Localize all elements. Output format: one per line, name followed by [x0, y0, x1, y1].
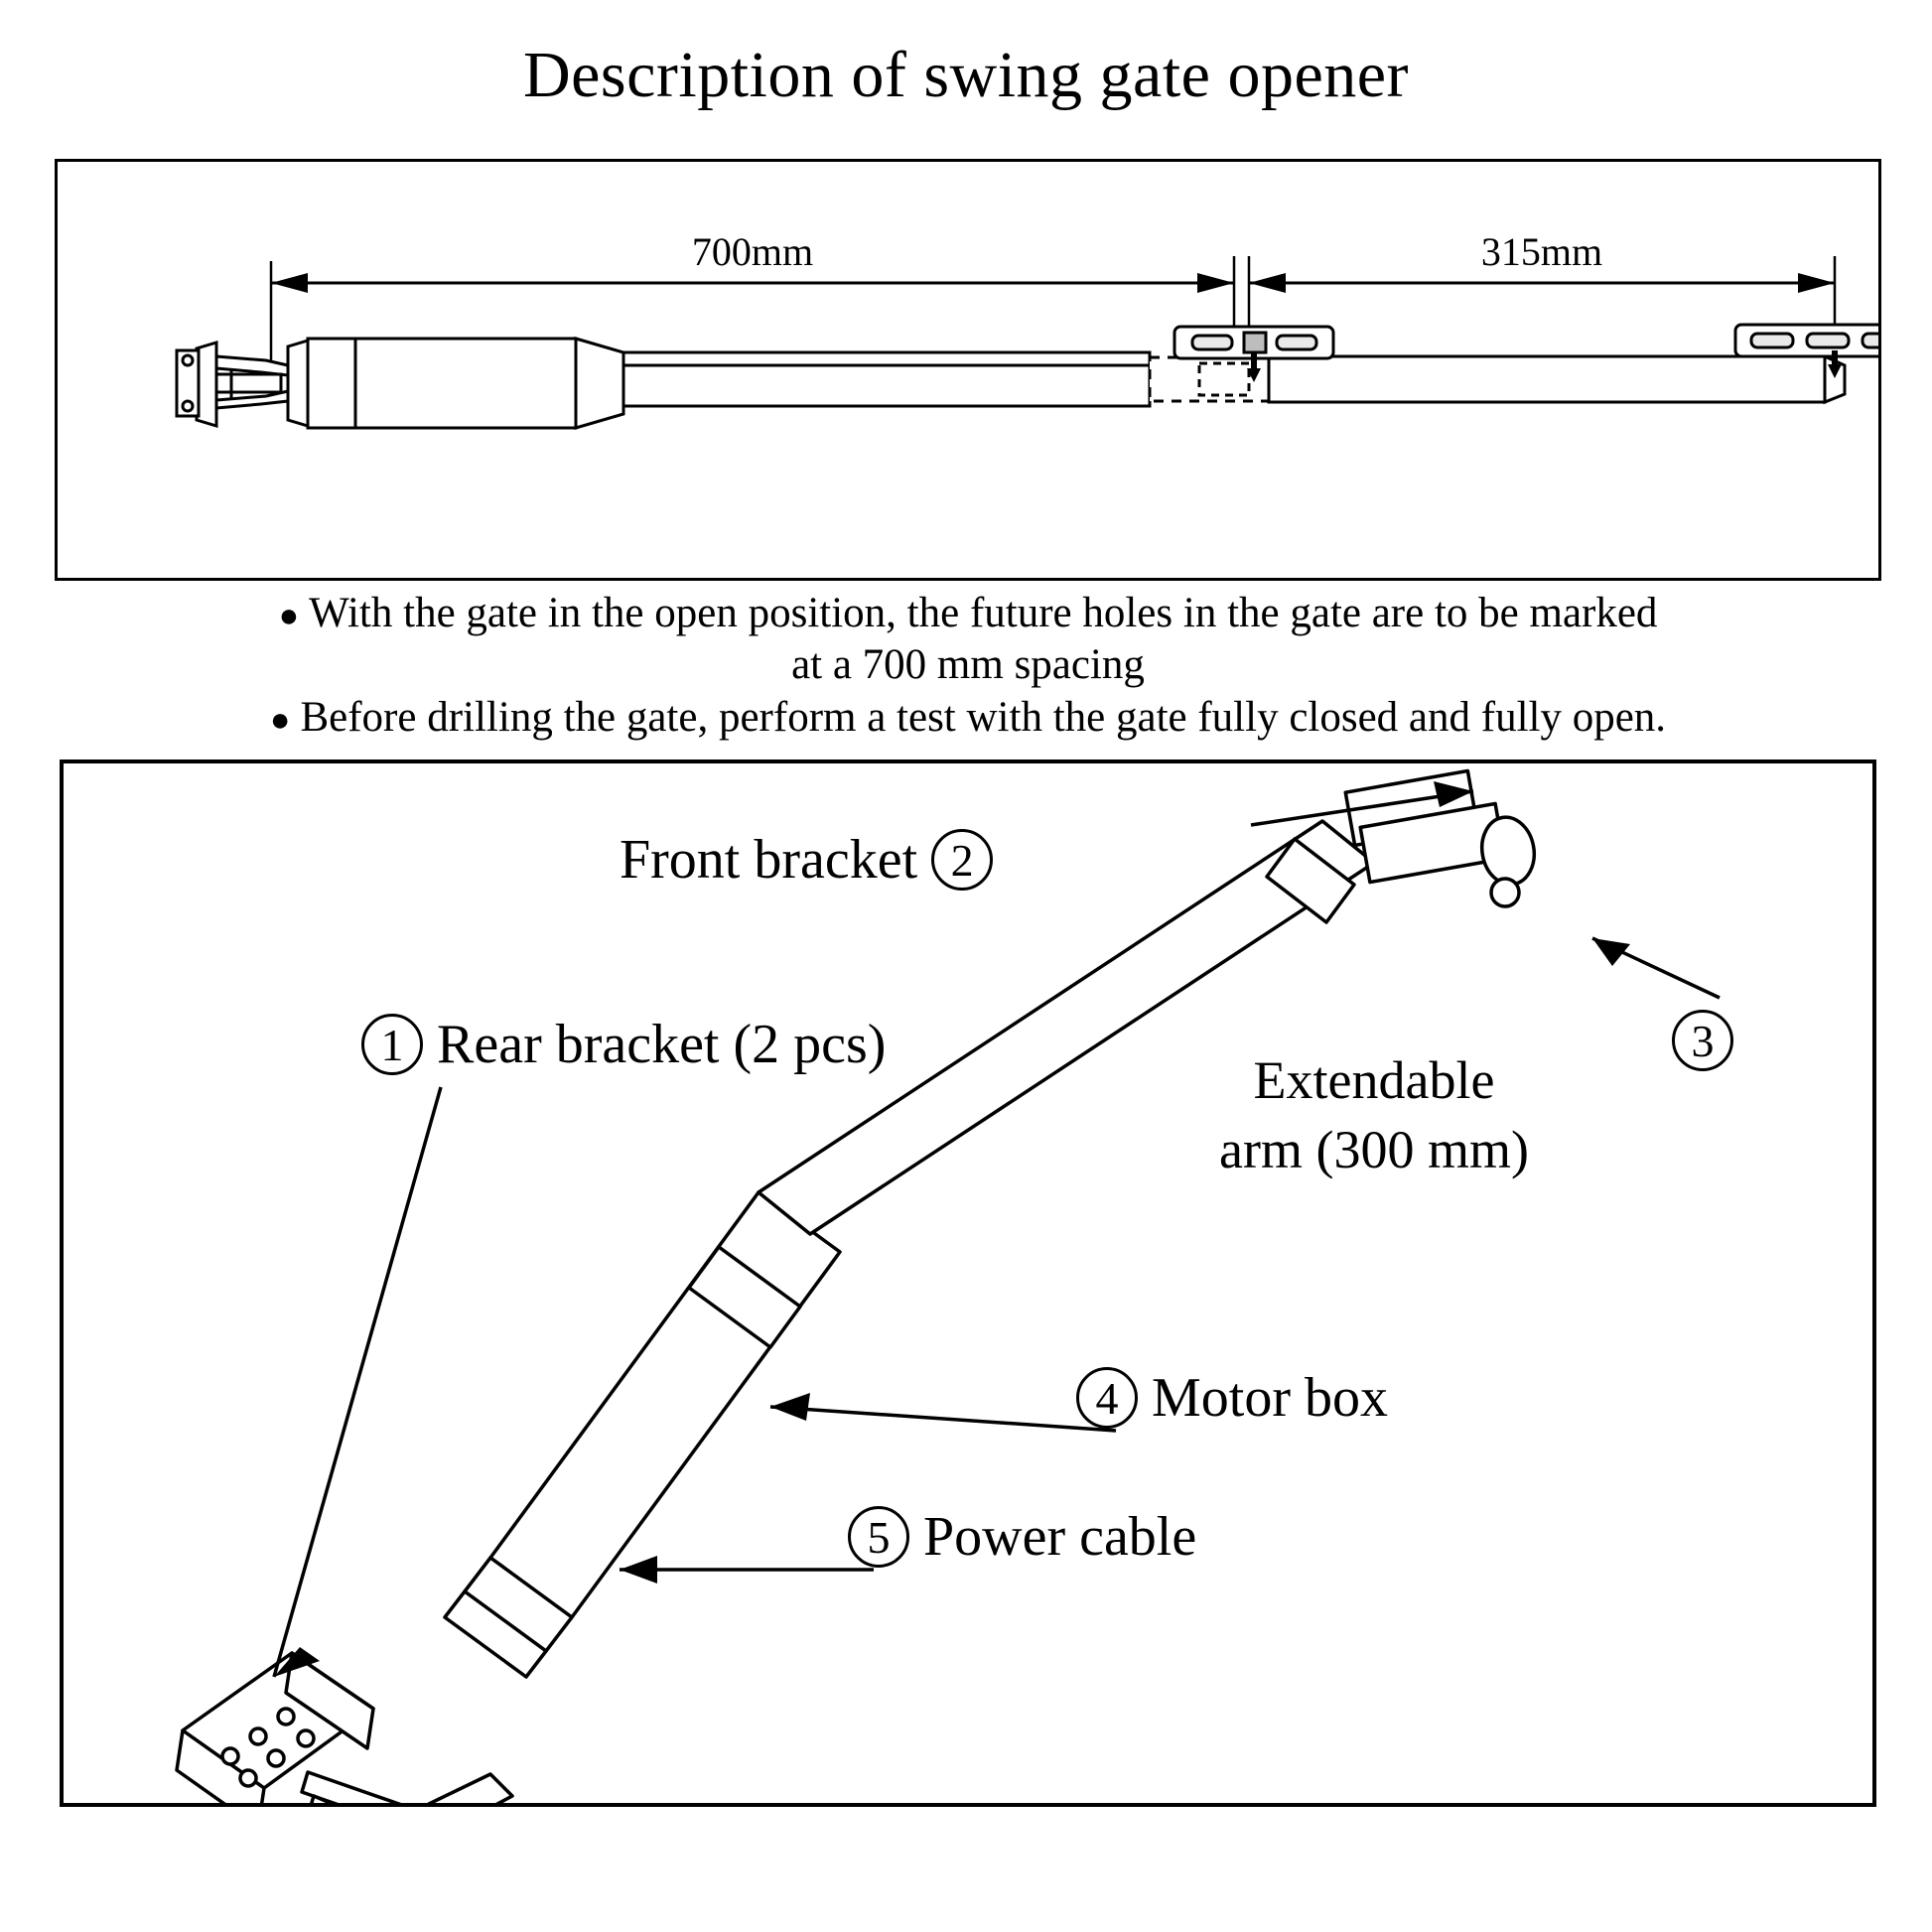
callout-number-1: 1	[361, 1014, 423, 1075]
callout-extendable-arm-line2: arm (300 mm)	[1219, 1120, 1529, 1179]
page-title: Description of swing gate opener	[522, 39, 1410, 111]
callout-rear-bracket-label: Rear bracket (2 pcs)	[437, 1014, 887, 1076]
note-1-line-2: at a 700 mm spacing	[791, 641, 1145, 689]
callout-power-cable-label: Power cable	[923, 1506, 1197, 1569]
callout-number-5: 5	[848, 1506, 909, 1568]
callout-power-cable	[848, 1500, 1196, 1569]
callout-number-3-wrap	[1672, 1004, 1733, 1071]
notes-list	[60, 588, 1876, 744]
callout-motor-box	[1076, 1361, 1388, 1430]
dimension-diagram-svg	[58, 162, 1878, 578]
callout-number-4: 4	[1076, 1367, 1138, 1429]
callout-number-2: 2	[931, 829, 993, 891]
dimension-diagram-panel	[55, 159, 1881, 581]
exploded-view-panel	[60, 759, 1876, 1807]
exploded-view-svg	[64, 763, 1872, 1803]
callout-front-bracket-label: Front bracket	[620, 829, 918, 892]
callout-rear-bracket	[361, 1008, 886, 1076]
bullet-icon: ●	[269, 702, 291, 740]
dimension-label-700: 700mm	[691, 229, 814, 274]
callout-number-3: 3	[1672, 1010, 1733, 1071]
bullet-icon: ●	[278, 598, 300, 635]
note-1-line-1: With the gate in the open position, the future holes in the gate are to be marked	[309, 590, 1658, 636]
note-item-2	[60, 692, 1876, 744]
callout-motor-box-label: Motor box	[1152, 1367, 1388, 1430]
callout-extendable-arm-line1: Extendable	[1253, 1050, 1495, 1110]
note-2-text: Before drilling the gate, perform a test with the gate fully closed and fully open.	[300, 693, 1667, 741]
note-item-1	[60, 588, 1876, 692]
dimension-label-315: 315mm	[1480, 229, 1603, 274]
callout-front-bracket	[620, 823, 993, 892]
